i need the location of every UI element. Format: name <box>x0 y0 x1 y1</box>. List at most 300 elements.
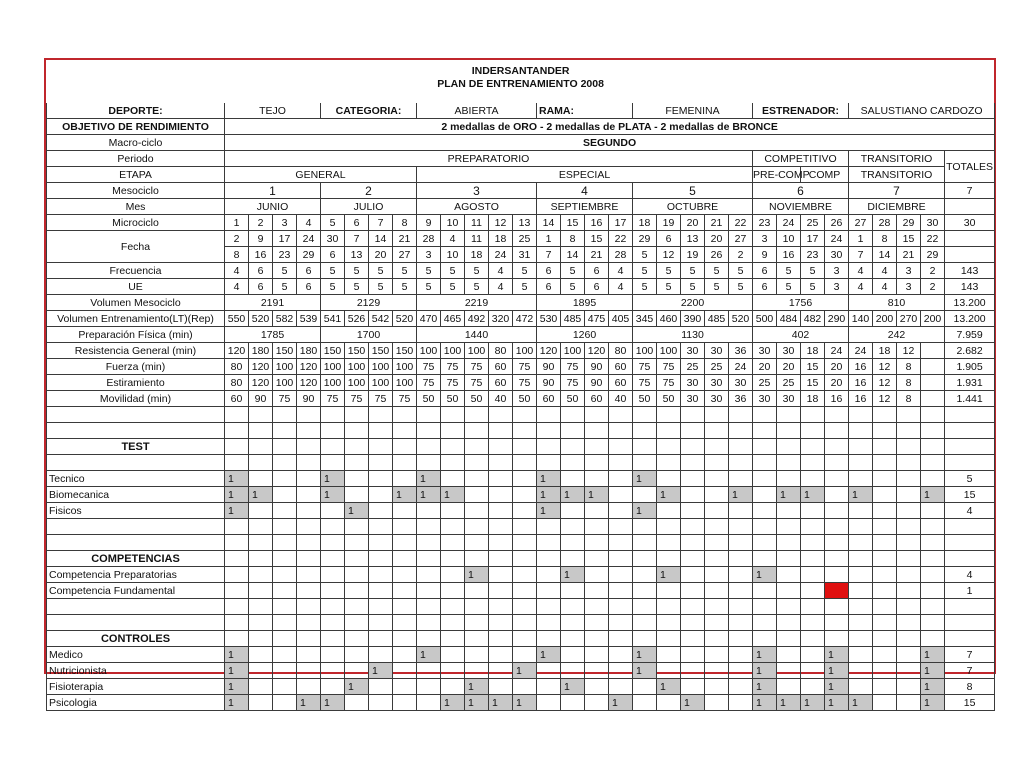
frecuencia-cell: 4 <box>225 263 249 279</box>
blank-cell <box>801 631 825 647</box>
blank-cell <box>633 631 657 647</box>
empty-cell <box>753 503 777 519</box>
fuerza-cell: 24 <box>729 359 753 375</box>
blank-cell <box>945 535 995 551</box>
fecha-cell: 17 <box>273 231 297 247</box>
preparacion-fisica-cell: 242 <box>849 327 945 343</box>
blank-cell <box>705 535 729 551</box>
blank-cell <box>369 631 393 647</box>
mes-cell: AGOSTO <box>417 199 537 215</box>
etapa-cell: GENERAL <box>225 167 417 183</box>
blank-cell <box>873 599 897 615</box>
empty-cell <box>537 567 561 583</box>
scheduled-marker: 1 <box>513 695 537 711</box>
test-item-label: Fisicos <box>47 503 225 519</box>
blank-cell <box>465 535 489 551</box>
blank-cell <box>897 519 921 535</box>
microciclo-cell: 3 <box>273 215 297 231</box>
fuerza-cell: 60 <box>609 359 633 375</box>
empty-cell <box>897 695 921 711</box>
blank-cell <box>225 519 249 535</box>
blank-cell <box>345 615 369 631</box>
empty-cell <box>297 503 321 519</box>
fecha-cell: 13 <box>681 231 705 247</box>
scheduled-marker: 1 <box>681 695 705 711</box>
volumen-mesociclo-cell: 2200 <box>633 295 753 311</box>
empty-cell <box>849 647 873 663</box>
blank-cell <box>513 615 537 631</box>
blank-cell <box>249 599 273 615</box>
blank-cell <box>345 631 369 647</box>
microciclo-cell: 17 <box>609 215 633 231</box>
movilidad-cell: 60 <box>225 391 249 407</box>
blank-cell <box>47 423 225 439</box>
fecha-cell: 2 <box>225 231 249 247</box>
estiramiento-cell: 12 <box>873 375 897 391</box>
frecuencia-cell: 6 <box>297 263 321 279</box>
empty-cell <box>849 567 873 583</box>
empty-cell <box>513 567 537 583</box>
empty-cell <box>345 663 369 679</box>
scheduled-marker: 1 <box>513 663 537 679</box>
scheduled-marker: 1 <box>633 647 657 663</box>
blank-cell <box>441 519 465 535</box>
blank-cell <box>537 599 561 615</box>
microciclo-cell: 6 <box>345 215 369 231</box>
microciclo-cell: 14 <box>537 215 561 231</box>
blank-cell <box>873 631 897 647</box>
microciclo-row <box>47 215 995 231</box>
control-item-row <box>47 647 995 663</box>
blank-cell <box>633 407 657 423</box>
ue-cell: 3 <box>897 279 921 295</box>
control-item-label: Medico <box>47 647 225 663</box>
fuerza-cell: 100 <box>369 359 393 375</box>
movilidad-cell: 30 <box>753 391 777 407</box>
fuerza-row <box>47 359 995 375</box>
empty-cell <box>345 583 369 599</box>
volumen-entrenamiento-cell: 526 <box>345 311 369 327</box>
scheduled-marker: 1 <box>225 663 249 679</box>
fecha-cell: 14 <box>369 231 393 247</box>
blank-cell <box>513 631 537 647</box>
blank-cell <box>609 631 633 647</box>
empty-cell <box>561 583 585 599</box>
fecha-cell: 21 <box>585 247 609 263</box>
empty-cell <box>561 695 585 711</box>
blank-cell <box>345 535 369 551</box>
blank-cell <box>321 535 345 551</box>
ue-cell: 5 <box>801 279 825 295</box>
movilidad-cell: 90 <box>249 391 273 407</box>
scheduled-marker: 1 <box>537 487 561 503</box>
microciclo-cell: 29 <box>897 215 921 231</box>
empty-cell <box>777 567 801 583</box>
fuerza-cell: 100 <box>393 359 417 375</box>
blank-cell <box>849 551 873 567</box>
scheduled-marker: 1 <box>849 695 873 711</box>
competencia-item-label: Competencia Preparatorias <box>47 567 225 583</box>
empty-cell <box>249 695 273 711</box>
blank-cell <box>609 599 633 615</box>
empty-cell <box>633 583 657 599</box>
empty-cell <box>681 471 705 487</box>
microciclo-cell: 26 <box>825 215 849 231</box>
scheduled-marker: 1 <box>777 487 801 503</box>
blank-cell <box>873 455 897 471</box>
resistencia-general-cell: 150 <box>345 343 369 359</box>
empty-cell <box>465 663 489 679</box>
movilidad-cell: 50 <box>561 391 585 407</box>
blank-cell <box>729 519 753 535</box>
blank-cell <box>561 407 585 423</box>
estiramiento-cell: 15 <box>801 375 825 391</box>
mes-cell: SEPTIEMBRE <box>537 199 633 215</box>
preparacion-fisica-cell: 1130 <box>633 327 753 343</box>
blank-cell <box>609 423 633 439</box>
resistencia-general-cell: 120 <box>225 343 249 359</box>
blank-cell <box>513 519 537 535</box>
estiramiento-cell: 75 <box>657 375 681 391</box>
empty-cell <box>921 471 945 487</box>
blank-cell <box>753 599 777 615</box>
blank-cell <box>417 407 441 423</box>
blank-cell <box>945 439 995 455</box>
empty-cell <box>489 567 513 583</box>
frecuencia-cell: 5 <box>633 263 657 279</box>
empty-cell <box>345 695 369 711</box>
scheduled-marker: 1 <box>225 503 249 519</box>
volumen-mesociclo-total: 13.200 <box>945 295 995 311</box>
blank-cell <box>921 599 945 615</box>
fuerza-cell: 75 <box>417 359 441 375</box>
fecha-total <box>945 231 995 247</box>
estiramiento-cell: 8 <box>897 375 921 391</box>
volumen-mesociclo-cell: 810 <box>849 295 945 311</box>
movilidad-cell: 30 <box>705 391 729 407</box>
empty-cell <box>417 695 441 711</box>
volumen-entrenamiento-label: Volumen Entrenamiento(LT)(Rep) <box>47 311 225 327</box>
blank-cell <box>441 631 465 647</box>
blank-cell <box>297 631 321 647</box>
fecha-cell: 30 <box>321 231 345 247</box>
fecha-cell: 2 <box>729 247 753 263</box>
scheduled-marker: 1 <box>225 487 249 503</box>
control-item-row <box>47 679 995 695</box>
blank-cell <box>489 423 513 439</box>
blank-cell <box>561 599 585 615</box>
mesociclo-cell: 4 <box>537 183 633 199</box>
movilidad-cell: 50 <box>465 391 489 407</box>
empty-cell <box>801 583 825 599</box>
macrociclo-row <box>47 135 995 151</box>
frecuencia-cell: 5 <box>393 263 417 279</box>
blank-cell <box>849 599 873 615</box>
fuerza-cell: 75 <box>513 359 537 375</box>
scheduled-marker: 1 <box>321 695 345 711</box>
blank-cell <box>777 535 801 551</box>
empty-cell <box>585 663 609 679</box>
ue-label: UE <box>47 279 225 295</box>
entrenador-label: ESTRENADOR: <box>753 103 849 119</box>
empty-cell <box>633 695 657 711</box>
empty-cell <box>297 471 321 487</box>
fecha-cell: 12 <box>657 247 681 263</box>
movilidad-total: 1.441 <box>945 391 995 407</box>
blank-cell <box>489 615 513 631</box>
movilidad-cell: 75 <box>393 391 417 407</box>
scheduled-marker: 1 <box>801 695 825 711</box>
empty-cell <box>897 567 921 583</box>
fecha-cell: 18 <box>465 247 489 263</box>
blank-cell <box>657 615 681 631</box>
estiramiento-cell: 75 <box>465 375 489 391</box>
scheduled-marker: 1 <box>441 487 465 503</box>
scheduled-marker: 1 <box>321 471 345 487</box>
blank-cell <box>801 455 825 471</box>
empty-cell <box>705 567 729 583</box>
empty-cell <box>297 647 321 663</box>
blank-cell <box>657 455 681 471</box>
blank-cell <box>369 407 393 423</box>
estiramiento-cell: 120 <box>297 375 321 391</box>
blank-cell <box>921 439 945 455</box>
ue-cell: 5 <box>657 279 681 295</box>
blank-cell <box>417 551 441 567</box>
empty-cell <box>873 471 897 487</box>
empty-cell <box>297 487 321 503</box>
resistencia-general-cell: 100 <box>465 343 489 359</box>
empty-cell <box>801 679 825 695</box>
blank-cell <box>273 615 297 631</box>
scheduled-marker: 1 <box>297 695 321 711</box>
blank-cell <box>369 423 393 439</box>
microciclo-cell: 18 <box>633 215 657 231</box>
objetivo-value: 2 medallas de ORO - 2 medallas de PLATA - 2 medallas de BRONCE <box>225 119 995 135</box>
fuerza-cell: 100 <box>321 359 345 375</box>
empty-cell <box>849 471 873 487</box>
blank-cell <box>225 631 249 647</box>
blank-cell <box>873 423 897 439</box>
frecuencia-cell: 5 <box>801 263 825 279</box>
empty-cell <box>489 647 513 663</box>
blank-cell <box>513 439 537 455</box>
fecha-cell: 14 <box>561 247 585 263</box>
fecha-cell: 25 <box>513 231 537 247</box>
empty-cell <box>393 679 417 695</box>
frecuencia-cell: 6 <box>753 263 777 279</box>
empty-cell <box>369 487 393 503</box>
empty-cell <box>369 583 393 599</box>
frecuencia-cell: 5 <box>465 263 489 279</box>
periodo-label: Periodo <box>47 151 225 167</box>
microciclo-cell: 10 <box>441 215 465 231</box>
blank-cell <box>225 551 249 567</box>
control-item-label: Fisioterapia <box>47 679 225 695</box>
blank-cell <box>465 439 489 455</box>
empty-cell <box>537 583 561 599</box>
movilidad-cell: 16 <box>849 391 873 407</box>
mes-total <box>945 199 995 215</box>
scheduled-marker: 1 <box>585 487 609 503</box>
fuerza-cell: 75 <box>561 359 585 375</box>
estiramiento-cell: 75 <box>633 375 657 391</box>
empty-cell <box>489 583 513 599</box>
blank-cell <box>801 407 825 423</box>
blank-cell <box>777 423 801 439</box>
estiramiento-cell: 20 <box>825 375 849 391</box>
fecha-cell: 5 <box>633 247 657 263</box>
empty-cell <box>513 487 537 503</box>
preparacion-fisica-cell: 1260 <box>537 327 633 343</box>
ue-cell: 5 <box>441 279 465 295</box>
blank-cell <box>633 423 657 439</box>
etapa-cell: COMP <box>801 167 849 183</box>
scheduled-marker: 1 <box>465 695 489 711</box>
empty-cell <box>273 695 297 711</box>
test-item-row <box>47 471 995 487</box>
mesociclo-total: 7 <box>945 183 995 199</box>
volumen-mesociclo-cell: 2219 <box>417 295 537 311</box>
microciclo-cell: 16 <box>585 215 609 231</box>
resistencia-general-cell: 100 <box>441 343 465 359</box>
blank-cell <box>801 535 825 551</box>
empty-cell <box>561 471 585 487</box>
movilidad-cell: 50 <box>417 391 441 407</box>
preparacion-fisica-cell: 402 <box>753 327 849 343</box>
fecha-cell: 7 <box>345 231 369 247</box>
blank-cell <box>633 439 657 455</box>
blank-cell <box>369 615 393 631</box>
control-item-total: 7 <box>945 663 995 679</box>
movilidad-cell: 50 <box>513 391 537 407</box>
scheduled-marker: 1 <box>441 695 465 711</box>
empty-cell <box>777 663 801 679</box>
control-item-row <box>47 663 995 679</box>
resistencia-general-cell: 12 <box>897 343 921 359</box>
scheduled-marker: 1 <box>753 695 777 711</box>
blank-cell <box>897 631 921 647</box>
scheduled-marker: 1 <box>921 487 945 503</box>
volumen-entrenamiento-total: 13.200 <box>945 311 995 327</box>
blank-cell <box>801 599 825 615</box>
ue-cell: 5 <box>561 279 585 295</box>
empty-cell <box>465 503 489 519</box>
empty-cell <box>609 471 633 487</box>
volumen-entrenamiento-cell: 465 <box>441 311 465 327</box>
periodo-cell: PREPARATORIO <box>225 151 753 167</box>
estiramiento-cell: 100 <box>345 375 369 391</box>
mes-label: Mes <box>47 199 225 215</box>
fuerza-cell: 25 <box>705 359 729 375</box>
scheduled-marker: 1 <box>561 487 585 503</box>
separator-row <box>47 615 995 631</box>
competencia-item-row <box>47 583 995 599</box>
blank-cell <box>561 615 585 631</box>
blank-cell <box>345 519 369 535</box>
empty-cell <box>321 583 345 599</box>
empty-cell <box>897 503 921 519</box>
mes-row <box>47 199 995 215</box>
empty-cell <box>801 471 825 487</box>
blank-cell <box>489 535 513 551</box>
empty-cell <box>729 663 753 679</box>
estiramiento-cell: 60 <box>609 375 633 391</box>
preparacion-fisica-total: 7.959 <box>945 327 995 343</box>
empty-cell <box>777 471 801 487</box>
blank-cell <box>369 455 393 471</box>
blank-cell <box>393 599 417 615</box>
blank-cell <box>297 423 321 439</box>
volumen-entrenamiento-cell: 140 <box>849 311 873 327</box>
estiramiento-cell: 90 <box>537 375 561 391</box>
scheduled-marker: 1 <box>825 679 849 695</box>
fecha-cell: 29 <box>297 247 321 263</box>
empty-cell <box>609 567 633 583</box>
fecha-cell: 30 <box>825 247 849 263</box>
blank-cell <box>465 423 489 439</box>
mes-cell: DICIEMBRE <box>849 199 945 215</box>
fuerza-cell: 75 <box>633 359 657 375</box>
blank-cell <box>777 519 801 535</box>
ue-cell: 5 <box>777 279 801 295</box>
empty-cell <box>777 679 801 695</box>
microciclo-cell: 30 <box>921 215 945 231</box>
ue-cell: 5 <box>465 279 489 295</box>
estiramiento-cell: 30 <box>705 375 729 391</box>
fecha-cell: 20 <box>369 247 393 263</box>
blank-cell <box>825 519 849 535</box>
blank-cell <box>753 615 777 631</box>
ue-cell: 3 <box>825 279 849 295</box>
macrociclo-label: Macro-ciclo <box>47 135 225 151</box>
resistencia-general-row <box>47 343 995 359</box>
empty-cell <box>705 583 729 599</box>
blank-cell <box>729 439 753 455</box>
empty-cell <box>609 679 633 695</box>
estiramiento-cell: 25 <box>777 375 801 391</box>
control-item-label: Psicologia <box>47 695 225 711</box>
fecha-cell: 16 <box>249 247 273 263</box>
fecha-cell: 14 <box>873 247 897 263</box>
ue-cell: 4 <box>609 279 633 295</box>
fecha-cell: 7 <box>849 247 873 263</box>
competencia-item-row <box>47 567 995 583</box>
fuerza-cell: 100 <box>345 359 369 375</box>
ue-cell: 4 <box>873 279 897 295</box>
fuerza-total: 1.905 <box>945 359 995 375</box>
microciclo-cell: 7 <box>369 215 393 231</box>
blank-cell <box>705 455 729 471</box>
blank-cell <box>417 439 441 455</box>
blank-cell <box>585 615 609 631</box>
empty-cell <box>585 695 609 711</box>
microciclo-cell: 25 <box>801 215 825 231</box>
blank-cell <box>729 599 753 615</box>
volumen-entrenamiento-cell: 492 <box>465 311 489 327</box>
fecha-cell: 17 <box>801 231 825 247</box>
blank-cell <box>681 519 705 535</box>
blank-cell <box>393 439 417 455</box>
frecuencia-cell: 4 <box>489 263 513 279</box>
blank-cell <box>945 407 995 423</box>
deporte-value: TEJO <box>225 103 321 119</box>
blank-cell <box>441 551 465 567</box>
blank-cell <box>417 535 441 551</box>
ue-cell: 5 <box>633 279 657 295</box>
blank-cell <box>633 535 657 551</box>
resistencia-general-cell: 18 <box>801 343 825 359</box>
